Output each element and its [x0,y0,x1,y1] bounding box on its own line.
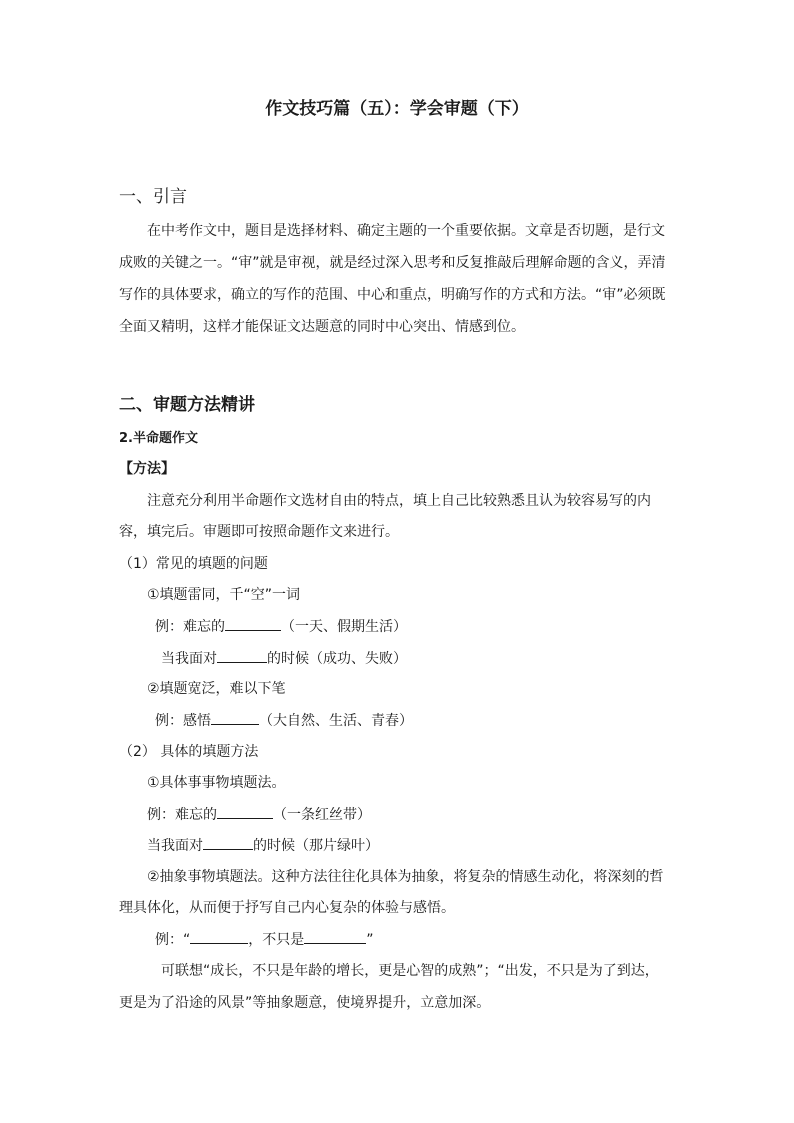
method-label: 【方法】 [119,461,175,477]
point-title: （1）常见的填题的问题 [119,556,268,572]
example-line [155,930,374,949]
paragraph-line: 理具体化，从而便于抒写自己内心复杂的体验与感悟。 [119,900,455,916]
point-item: ①填题雷同，千“空”一词 [147,587,301,603]
example-suffix: （一条红丝带） [273,807,371,823]
fill-blank [203,836,253,850]
paragraph-line: ②抽象事物填题法。这种方法往往化具体为抽象，将复杂的情感生动化，将深刻的哲 [147,869,664,885]
example-prefix: 例：难忘的 [155,619,225,635]
example-suffix: （一天、假期生活） [281,619,407,635]
fill-blank [304,930,366,944]
paragraph-line: 全面又精明，这样才能保证文达题意的同时中心突出、情感到位。 [119,319,525,335]
example-prefix: 当我面对 [161,651,217,667]
paragraph-line: 更是为了沿途的风景”等抽象题意，使境界提升，立意加深。 [119,995,491,1011]
paragraph-line: 成败的关键之一。“审”就是审视，就是经过深入思考和反复推敲后理解命题的含义，弄清 [119,255,666,271]
example-line [155,711,413,730]
example-suffix: 的时候（成功、失败） [267,651,407,667]
section-heading-methods: 二、审题方法精讲 [119,395,255,415]
example-suffix: （大自然、生活、青春） [259,713,413,729]
point-title: （2） 具体的填题方法 [119,744,259,760]
paragraph-line: 容，填完后。审题即可按照命题作文来进行。 [119,524,399,540]
fill-blank [211,711,259,725]
paragraph-line: 写作的具体要求，确立的写作的范围、中心和重点，明确写作的方式和方法。“审”必须既 [119,287,666,303]
example-suffix: 的时候（那片绿叶） [253,838,379,854]
paragraph-line: 可联想“成长，不只是年龄的增长，更是心智的成熟”；“出发，不只是为了到达， [161,963,659,979]
page-title: 作文技巧篇（五）：学会审题（下） [265,99,529,119]
fill-blank [190,930,248,944]
fill-blank [225,617,281,631]
fill-blank [217,649,267,663]
example-line [155,617,407,636]
paragraph-line: 在中考作文中，题目是选择材料、确定主题的一个重要依据。文章是否切题，是行文 [147,223,665,239]
example-line [147,836,379,855]
paragraph-line: 注意充分利用半命题作文选材自由的特点，填上自己比较熟悉且认为较容易写的内 [147,493,651,509]
example-prefix: 当我面对 [147,838,203,854]
fill-blank [217,805,273,819]
example-prefix: 例：“ [155,932,191,948]
subsection-title: 2.半命题作文 [119,431,198,446]
example-prefix: 例：难忘的 [147,807,217,823]
example-middle: ，不只是 [248,932,305,948]
point-item: ①具体事事物填题法。 [147,775,286,791]
section-heading-intro: 一、引言 [119,187,187,207]
example-suffix: ” [366,932,374,948]
example-line [147,805,371,824]
point-item: ②填题宽泛，难以下笔 [147,681,286,697]
example-line [161,649,407,668]
example-prefix: 例：感悟 [155,713,211,729]
